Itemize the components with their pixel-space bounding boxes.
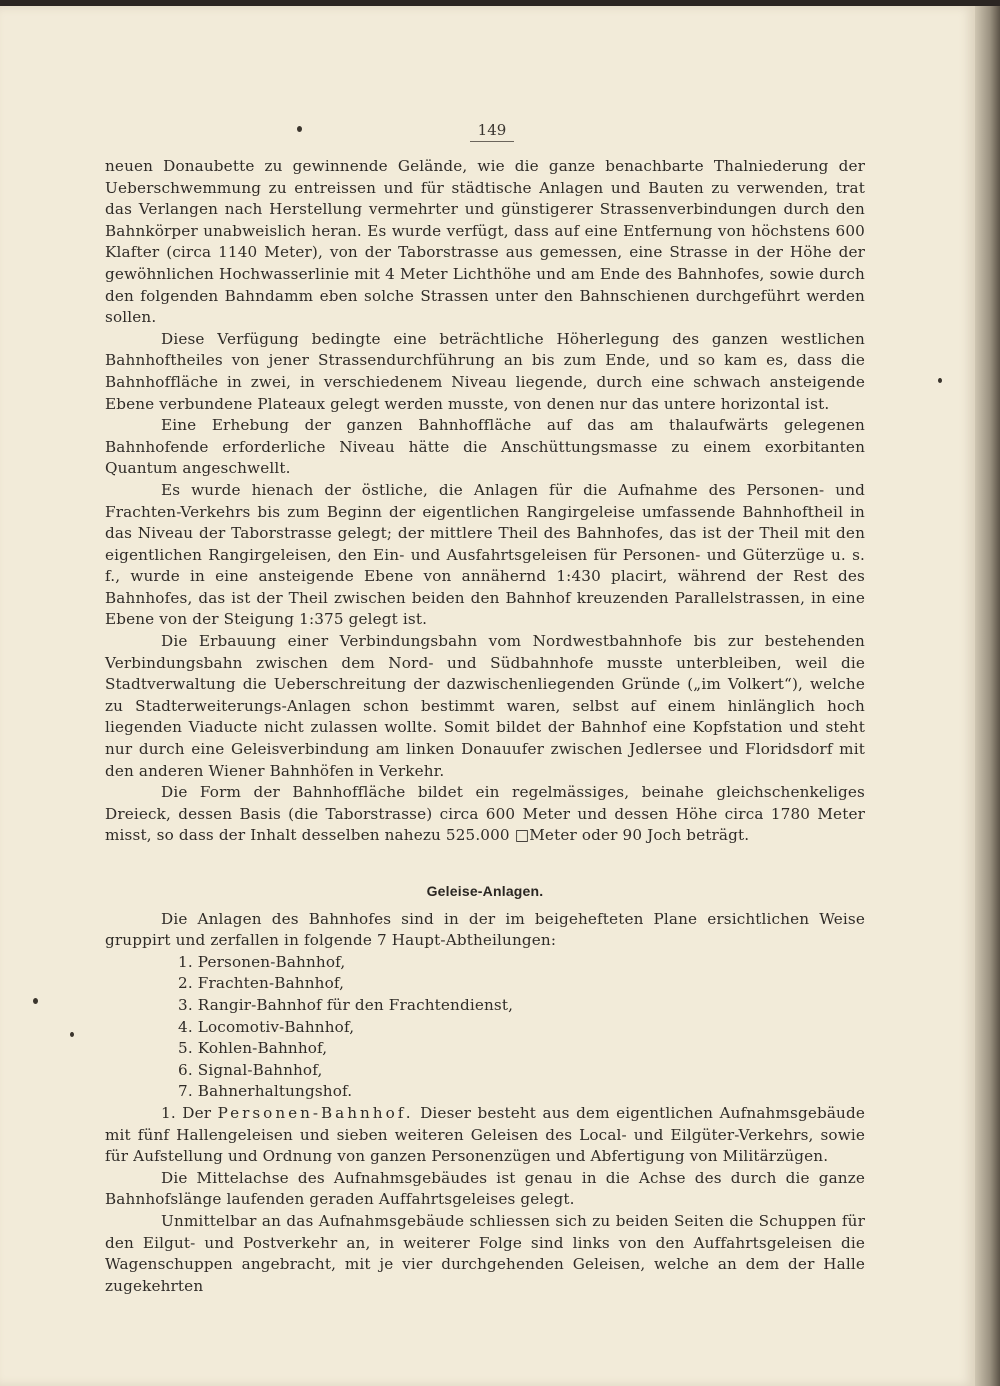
ink-spot — [297, 126, 302, 132]
list-item: 2. Frachten-Bahnhof, — [178, 974, 345, 993]
paragraph: Diese Verfügung bedingte eine beträchtliche Höherlegung des ganzen westlichen Bahnhoftheiles von jener Strassendurchführung an bis zum Ende, und so kam es, dass die Bahnhoffläche in zwei, in verschiedenem Niveau liegende, durch eine schwach ansteigende Ebene verbundene Plateaux gelegt werden musste, von denen nur das untere horizontal ist. — [105, 329, 865, 413]
list-item: 3. Rangir-Bahnhof für den Frachtendienst, — [178, 995, 514, 1014]
paragraph-personen-bahnhof — [105, 1103, 865, 1168]
paragraph: Die Mittelachse des Aufnahmsgebäudes ist genau in die Achse des durch die ganze Bahnhofslänge laufenden geraden Auffahrtsgeleises gelegt. — [105, 1168, 865, 1209]
subsection-number: 1. Der — [161, 1103, 212, 1122]
section-heading: Geleise-Anlagen. — [426, 883, 544, 899]
list-item: 6. Signal-Bahnhof, — [178, 1060, 323, 1079]
subsection-title: Personen-Bahnhof. — [217, 1103, 414, 1122]
paragraph: Die Erbauung einer Verbindungsbahn vom Nordwestbahnhofe bis zur bestehenden Verbindungsbahn zwischen dem Nord- und Südbahnhofe musste unterbleiben, weil die Stadtverwaltung die Ueberschreitung der dazwischenliegenden Gründe („im Volkert“), welche zu Stadterweiterungs-Anlagen schon bestimmt waren, selbst auf einem hinlänglich hoch liegenden Viaducte nicht zulassen wollte. Somit bildet der Bahnhof eine Kopfstation und steht nur durch eine Geleisverbindung am linken Donauufer zwischen Jedlersee und Floridsdorf mit den anderen Wiener Bahnhöfen in Verkehr. — [105, 632, 865, 780]
page-number: 149 — [470, 121, 514, 142]
list-item: 5. Kohlen-Bahnhof, — [178, 1039, 328, 1058]
page-edge — [975, 6, 1000, 1386]
list-item: 1. Personen-Bahnhof, — [178, 952, 346, 971]
ink-spot — [938, 378, 942, 383]
paragraph: neuen Donaubette zu gewinnende Gelände, wie die ganze benachbarte Thalniederung der Ueberschwemmung zu entreissen und für städtische Anlagen und Bauten zu verwenden, trat das Verlangen nach Herstellung vermehrter und günstigerer Strassenverbindungen durch den Bahnkörper unabweislich heran. Es wurde verfügt, dass auf eine Entfernung von höchstens 600 Klafter (circa 1140 Meter), von der Taborstrasse aus gemessen, eine Strasse in der Höhe der gewöhnlichen Hochwasserlinie mit 4 Meter Lichthöhe und am Ende des Bahnhofes, sowie durch den folgenden Bahndamm eben solche Strassen unter den Bahnschienen durchgeführt werden sollen. — [105, 157, 865, 327]
ink-spot — [33, 998, 38, 1004]
body-text — [105, 156, 865, 1297]
paragraph: Die Form der Bahnhoffläche bildet ein regelmässiges, beinahe gleichschenkeliges Dreieck, dessen Basis (die Taborstrasse) circa 600 Meter und dessen Höhe circa 1780 Meter misst, so dass der Inhalt desselben nahezu 525.000 □Meter oder 90 Joch beträgt. — [105, 783, 865, 845]
paragraph: Eine Erhebung der ganzen Bahnhoffläche auf das am thalaufwärts gelegenen Bahnhofende erforderliche Niveau hätte die Anschüttungsmasse zu einem exorbitanten Quantum angeschwellt. — [105, 416, 865, 478]
document-page — [0, 6, 975, 1386]
ink-spot — [70, 1032, 74, 1037]
section-list — [105, 952, 865, 1103]
list-item: 7. Bahnerhaltungshof. — [178, 1082, 353, 1101]
section-intro: Die Anlagen des Bahnhofes sind in der im beigehefteten Plane ersichtlichen Weise gruppirt und zerfallen in folgende 7 Haupt-Abtheilungen: — [105, 909, 865, 950]
paragraph: Unmittelbar an das Aufnahmsgebäude schliessen sich zu beiden Seiten die Schuppen für den Eilgut- und Postverkehr an, in weiterer Folge sind links von den Auffahrtsgeleisen die Wagenschuppen angebracht, mit je vier durchgehenden Geleisen, welche an dem der Halle zugekehrten — [105, 1211, 865, 1295]
paragraph: Es wurde hienach der östliche, die Anlagen für die Aufnahme des Personen- und Frachten-Verkehrs bis zum Beginn der eigentlichen Rangirgeleise umfassende Bahnhoftheil in das Niveau der Taborstrasse gelegt; der mittlere Theil des Bahnhofes, das ist der Theil mit den eigentlichen Rangirgeleisen, den Ein- und Ausfahrtsgeleisen für Personen- und Güterzüge u. s. f., wurde in eine ansteigende Ebene von annähernd 1:430 placirt, während der Rest des Bahnhofes, das ist der Theil zwischen beiden den Bahnhof kreuzenden Parallelstrassen, in eine Ebene von der Steigung 1:375 gelegt ist. — [105, 480, 865, 629]
subsection-text: Dieser besteht aus dem eigentlichen Aufnahmsgebäude mit fünf Hallengeleisen und sieben weiteren Geleisen des Local- und Eilgüter-Verkehrs, sowie für Aufstellung und Ordnung von ganzen Personenzügen und Abfertigung von Militärzügen. — [105, 1103, 865, 1166]
list-item: 4. Locomotiv-Bahnhof, — [178, 1017, 355, 1036]
